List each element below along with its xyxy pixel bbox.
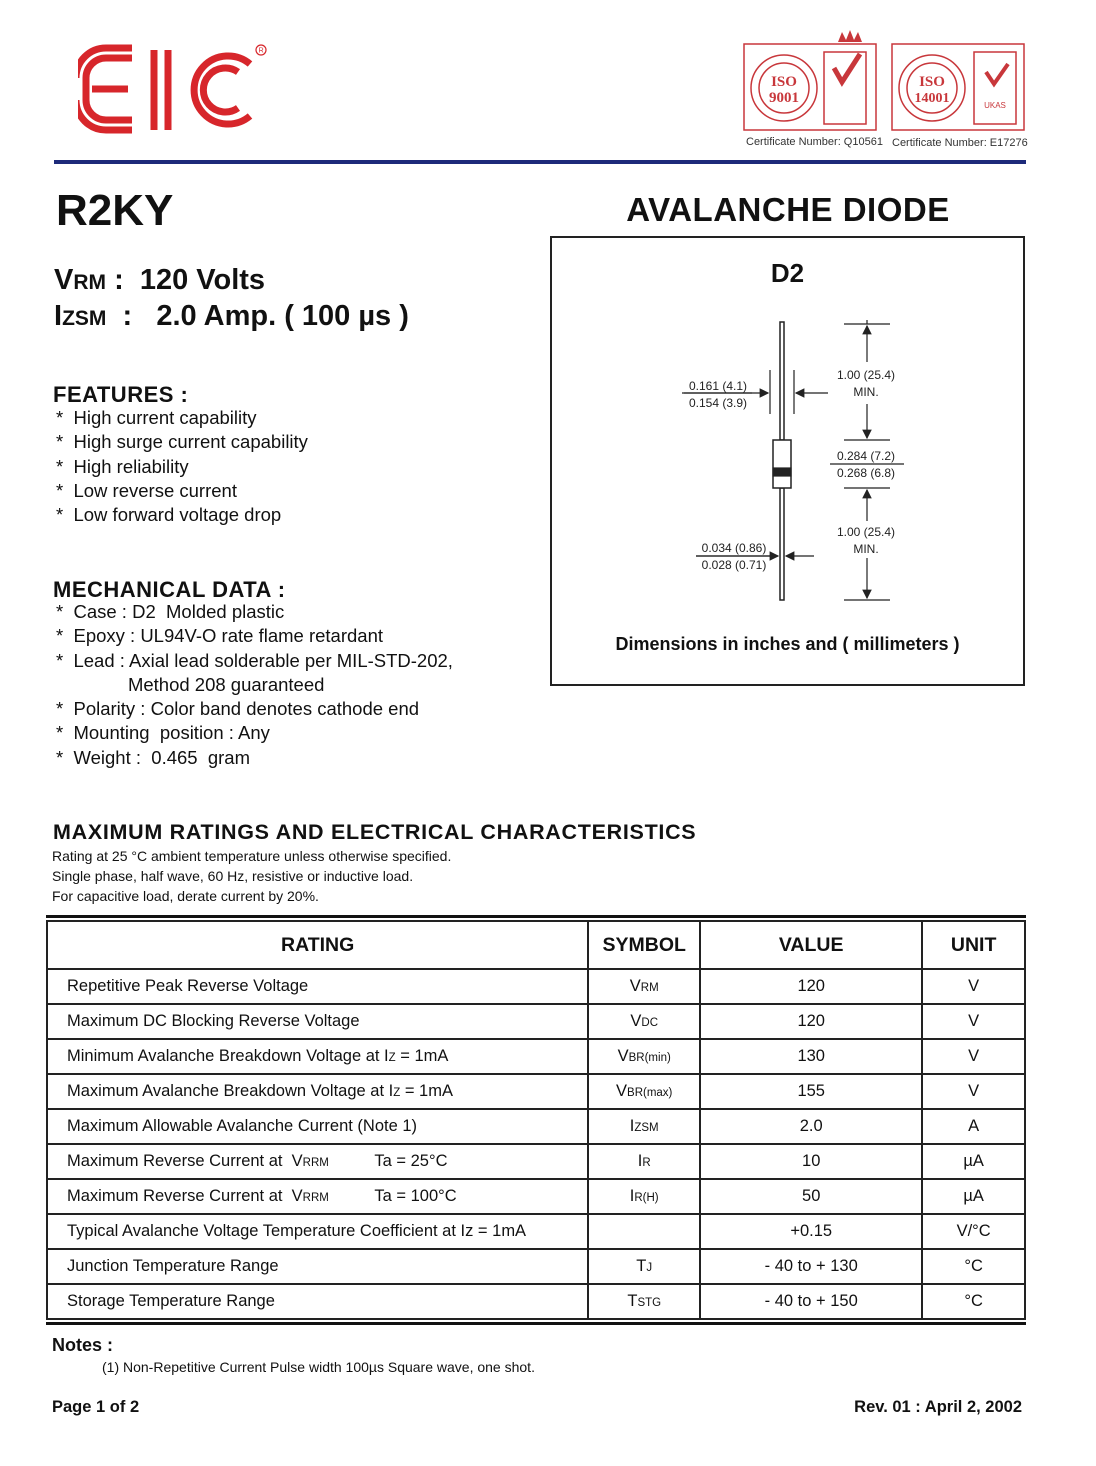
table-header-row	[47, 921, 1025, 969]
ratings-table-wrap	[46, 915, 1026, 1325]
rating-cell: Storage Temperature Range	[47, 1284, 588, 1319]
cert-caption-iso14001: Certificate Number: E17276	[892, 137, 1028, 149]
spec-vrm: VRM : 120 Volts	[54, 264, 266, 296]
features-title: FEATURES :	[53, 382, 189, 407]
dim-body-dia-min: 0.154 (3.9)	[688, 396, 748, 410]
eic-logo-graphic	[78, 42, 268, 138]
dim-lead-len-bot: 1.00 (25.4)	[836, 525, 896, 539]
table-top-rule	[46, 915, 1026, 918]
list-item: * Epoxy : UL94V-O rate flame retardant	[56, 625, 383, 647]
value-cell: 10	[700, 1144, 922, 1179]
notes-title: Notes :	[52, 1335, 114, 1355]
dim-lead-dia-min: 0.028 (0.71)	[701, 558, 767, 572]
table-bottom-rule	[46, 1322, 1026, 1325]
symbol-cell: VRM	[588, 969, 700, 1004]
svg-text:R: R	[258, 47, 264, 55]
table-row	[47, 1039, 1025, 1074]
dim-body-len-max: 0.284 (7.2)	[836, 449, 896, 463]
rating-condition: Single phase, half wave, 60 Hz, resistive or inductive load.	[52, 868, 414, 884]
value-cell: - 40 to + 150	[700, 1284, 922, 1319]
product-title: AVALANCHE DIODE	[626, 191, 950, 228]
list-item: * Mounting position : Any	[56, 722, 270, 744]
list-item: * High current capability	[56, 407, 257, 428]
package-name: D2	[770, 258, 805, 288]
table-row	[47, 1004, 1025, 1039]
rating-condition: Rating at 25 °C ambient temperature unless otherwise specified.	[52, 848, 452, 864]
rating-cell: Typical Avalanche Voltage Temperature Coefficient at Iz = 1mA	[47, 1214, 588, 1249]
rating-cell: Repetitive Peak Reverse Voltage	[47, 969, 588, 1004]
col-header-value: VALUE	[700, 921, 922, 969]
symbol-cell: IR	[588, 1144, 700, 1179]
dim-lead-len-top-min: MIN.	[853, 385, 879, 399]
value-cell: 155	[700, 1074, 922, 1109]
rating-cell: Maximum Avalanche Breakdown Voltage at IZ = 1mA	[47, 1074, 588, 1109]
col-header-symbol: SYMBOL	[588, 921, 700, 969]
symbol-cell: IZSM	[588, 1109, 700, 1144]
certifications	[742, 28, 1032, 161]
mechanical-list	[56, 600, 453, 770]
svg-text:14001: 14001	[914, 91, 950, 106]
symbol-cell: VBR(max)	[588, 1074, 700, 1109]
list-item: * Low forward voltage drop	[56, 504, 282, 526]
package-dimensions-note: Dimensions in inches and ( millimeters )	[615, 634, 960, 654]
eic-logo	[78, 42, 268, 143]
symbol-cell: IR(H)	[588, 1179, 700, 1214]
value-cell: 120	[700, 969, 922, 1004]
list-item: * Low reverse current	[56, 479, 237, 501]
list-item: * Polarity : Color band denotes cathode end	[56, 698, 420, 720]
unit-cell: V	[922, 1074, 1025, 1109]
ratings-title: MAXIMUM RATINGS AND ELECTRICAL CHARACTERISTICS	[53, 820, 697, 844]
dim-lead-dia-max: 0.034 (0.86)	[701, 541, 767, 555]
table-row	[47, 1249, 1025, 1284]
spec-izsm: IZSM : 2.0 Amp. ( 100 µs )	[54, 300, 409, 332]
value-cell: 130	[700, 1039, 922, 1074]
svg-text:9001: 9001	[769, 90, 799, 106]
unit-cell: V	[922, 1004, 1025, 1039]
rating-cell: Maximum Allowable Avalanche Current (Note 1)	[47, 1109, 588, 1144]
dim-body-dia-max: 0.161 (4.1)	[688, 379, 748, 393]
col-header-unit: UNIT	[922, 921, 1025, 969]
symbol-cell: VBR(min)	[588, 1039, 700, 1074]
dim-lead-len-bot-min: MIN.	[853, 542, 879, 556]
note-item: (1) Non-Repetitive Current Pulse width 100µs Square wave, one shot.	[102, 1359, 535, 1375]
rating-cell: Maximum Reverse Current at VRRM Ta = 100°C	[47, 1179, 588, 1214]
unit-cell: °C	[922, 1284, 1025, 1319]
revision-date: Rev. 01 : April 2, 2002	[854, 1398, 1022, 1416]
unit-cell: µA	[922, 1144, 1025, 1179]
symbol-cell	[588, 1214, 700, 1249]
ratings-table	[46, 920, 1026, 1320]
table-row	[47, 1179, 1025, 1214]
symbol-cell: TSTG	[588, 1284, 700, 1319]
table-row	[47, 1214, 1025, 1249]
table-row	[47, 1109, 1025, 1144]
list-item: Method 208 guaranteed	[56, 673, 325, 695]
list-item: * Lead : Axial lead solderable per MIL-STD-202,	[56, 649, 453, 671]
table-row	[47, 1284, 1025, 1319]
list-item: * Weight : 0.465 gram	[56, 746, 251, 768]
unit-cell: V	[922, 1039, 1025, 1074]
symbol-cell: TJ	[588, 1249, 700, 1284]
value-cell: +0.15	[700, 1214, 922, 1249]
list-item: * High surge current capability	[56, 431, 308, 453]
value-cell: 50	[700, 1179, 922, 1214]
page-number: Page 1 of 2	[52, 1398, 140, 1416]
svg-text:ISO: ISO	[771, 74, 797, 90]
svg-text:UKAS: UKAS	[984, 101, 1006, 110]
table-row	[47, 969, 1025, 1004]
cert-caption-iso9001: Certificate Number: Q10561	[746, 136, 883, 148]
package-drawing	[552, 238, 1023, 684]
list-item: * Case : D2 Molded plastic	[56, 601, 285, 622]
rating-cell: Maximum DC Blocking Reverse Voltage	[47, 1004, 588, 1039]
unit-cell: °C	[922, 1249, 1025, 1284]
package-outline-box	[550, 236, 1025, 686]
value-cell: 2.0	[700, 1109, 922, 1144]
value-cell: 120	[700, 1004, 922, 1039]
unit-cell: A	[922, 1109, 1025, 1144]
dim-lead-len-top: 1.00 (25.4)	[836, 368, 896, 382]
unit-cell: µA	[922, 1179, 1025, 1214]
rating-cell: Minimum Avalanche Breakdown Voltage at IZ = 1mA	[47, 1039, 588, 1074]
table-row	[47, 1144, 1025, 1179]
value-cell: - 40 to + 130	[700, 1249, 922, 1284]
symbol-cell: VDC	[588, 1004, 700, 1039]
table-row	[47, 1074, 1025, 1109]
part-number: R2KY	[56, 186, 174, 235]
rating-cell: Junction Temperature Range	[47, 1249, 588, 1284]
header-rule	[54, 160, 1026, 164]
mechanical-title: MECHANICAL DATA :	[53, 577, 286, 602]
svg-text:ISO: ISO	[919, 74, 945, 90]
rating-cell: Maximum Reverse Current at VRRM Ta = 25°C	[47, 1144, 588, 1179]
col-header-rating: RATING	[47, 921, 588, 969]
unit-cell: V	[922, 969, 1025, 1004]
list-item: * High reliability	[56, 455, 189, 477]
rating-condition: For capacitive load, derate current by 20%.	[52, 888, 319, 904]
dim-body-len-min: 0.268 (6.8)	[836, 466, 896, 480]
features-list	[56, 406, 308, 527]
unit-cell: V/°C	[922, 1214, 1025, 1249]
